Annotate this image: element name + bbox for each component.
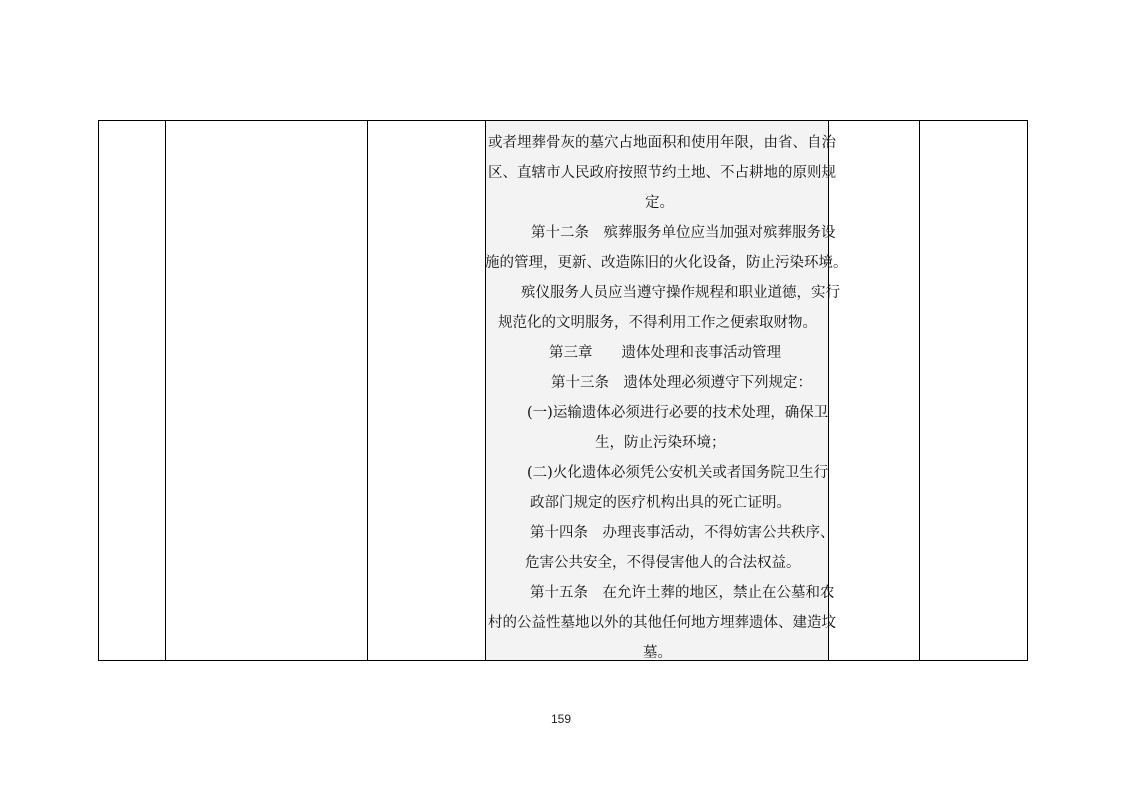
- text-line-17: 村的公益性墓地以外的其他任何地方埋葬遗体、建造坟: [488, 615, 836, 631]
- text-line-7: 规范化的文明服务，不得利用工作之便索取财物。: [498, 315, 817, 331]
- text-line-3: 定。: [645, 195, 674, 211]
- text-line-2: 区、直辖市人民政府按照节约土地、不占耕地的原则规: [488, 165, 836, 181]
- page-number: 159: [550, 712, 572, 726]
- column-divider-1: [165, 121, 166, 660]
- text-line-9: 第十三条 遗体处理必须遵守下列规定：: [551, 375, 812, 391]
- chapter-heading: 第三章 遗体处理和丧事活动管理: [549, 345, 781, 361]
- text-line-18: 墓。: [643, 645, 672, 661]
- text-line-1: 或者埋葬骨灰的墓穴占地面积和使用年限，由省、自治: [488, 135, 836, 151]
- column-divider-2: [367, 121, 368, 660]
- text-line-4: 第十二条 殡葬服务单位应当加强对殡葬服务设: [531, 225, 836, 241]
- text-line-13: 政部门规定的医疗机构出具的死亡证明。: [530, 495, 791, 511]
- text-line-6: 殡仪服务人员应当遵守操作规程和职业道德，实行: [521, 285, 840, 301]
- text-line-10: (一)运输遗体必须进行必要的技术处理，确保卫: [527, 405, 829, 421]
- text-line-16: 第十五条 在允许土葬的地区，禁止在公墓和农: [530, 585, 835, 601]
- text-line-14: 第十四条 办理丧事活动，不得妨害公共秩序、: [530, 525, 835, 541]
- column-divider-5: [919, 121, 920, 660]
- text-line-12: (二)火化遗体必须凭公安机关或者国务院卫生行: [527, 465, 829, 481]
- text-line-11: 生，防止污染环境；: [595, 435, 726, 451]
- regulation-table: [98, 120, 1028, 661]
- text-line-5: 施的管理，更新、改造陈旧的火化设备，防止污染环境。: [485, 255, 848, 271]
- text-line-15: 危害公共安全，不得侵害他人的合法权益。: [525, 555, 801, 571]
- regulation-text-cell: [485, 128, 848, 661]
